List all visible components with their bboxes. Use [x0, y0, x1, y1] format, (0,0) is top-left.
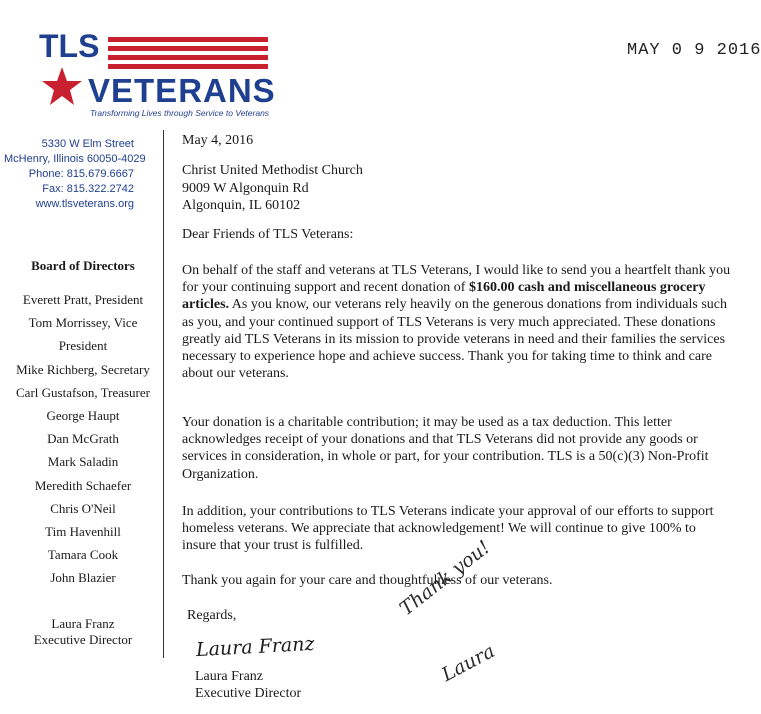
executive-director-name: Laura Franz: [51, 616, 115, 631]
board-member: Everett Pratt, President: [22, 292, 144, 307]
contact-city: McHenry, Illinois 60050-4029: [4, 153, 146, 165]
recipient-line: Christ United Methodist Church: [182, 163, 363, 178]
flag-stripes-graphic: [108, 37, 268, 71]
board-list: [0, 288, 166, 590]
board-member: Tim Havenhill: [45, 524, 121, 540]
board-member: Meredith Schaefer: [34, 477, 132, 493]
contact-website: www.tlsveterans.org: [35, 198, 134, 210]
letter-date: May 4, 2016: [182, 133, 254, 148]
paragraph-thank-you: [182, 262, 732, 382]
logo-tls-text: TLS: [39, 28, 100, 64]
board-member: Tamara Cook: [47, 547, 119, 563]
handwritten-note-signature: Laura: [438, 640, 499, 686]
signer-block: [195, 668, 301, 702]
board-member: Chris O'Neil: [50, 500, 116, 516]
contact-block: [4, 137, 146, 212]
signer-name: Laura Franz: [195, 669, 264, 684]
recipient-line: 9009 W Algonquin Rd: [182, 180, 309, 196]
contact-fax: Fax: 815.322.2742: [42, 183, 134, 195]
board-member: President: [58, 338, 108, 354]
executive-director-block: [0, 616, 166, 648]
board-member: Mark Saladin: [47, 454, 119, 470]
board-member: George Haupt: [46, 408, 120, 424]
contact-phone: Phone: 815.679.6667: [28, 168, 134, 180]
paragraph-text: On behalf of the staff and veterans at TLS Veterans, I would like to send you a heartfelt thank you for your continuing support and recent donation of: [182, 263, 731, 296]
board-member: John Blazier: [50, 570, 116, 586]
signer-title: Executive Director: [195, 686, 302, 701]
logo-tagline: Transforming Lives through Service to Veterans: [90, 108, 270, 118]
board-member: Dan McGrath: [47, 431, 119, 447]
paragraph-closing-thanks: Thank you again for your care and thoughtfulness of our veterans.: [182, 573, 553, 588]
received-date-stamp: MAY 0 9 2016: [627, 41, 761, 60]
handwritten-signature: Laura Franz: [195, 632, 315, 662]
board-member: Carl Gustafson, Treasurer: [16, 384, 150, 400]
executive-director-title: Executive Director: [33, 632, 133, 647]
handwritten-thank-you-note: Thank you!: [395, 536, 495, 621]
contact-street: 5330 W Elm Street: [41, 138, 134, 150]
star-icon: [41, 66, 83, 106]
board-member: Tom Morrissey, Vice: [28, 315, 138, 331]
paragraph-approval: In addition, your contributions to TLS Veterans indicate your approval of our efforts to support homeless veterans. We appreciate that acknowledgement! We will continue to give 100% to insure that your trust is fulfilled.: [182, 504, 714, 554]
paragraph-text: As you know, our veterans rely heavily on the generous donations from individuals such as you, and your continued support of TLS Veterans is very much appreciated. These donations greatly aid TLS Veterans in its mission to provide veterans in need and their families the services necessary to experience hope and achieve success. Thank you for taking time to think and care about our veterans.: [182, 297, 727, 382]
salutation: Dear Friends of TLS Veterans:: [182, 227, 354, 242]
board-member: Mike Richberg, Secretary: [16, 361, 150, 377]
recipient-address: [182, 162, 363, 215]
board-heading: Board of Directors: [31, 258, 135, 273]
paragraph-tax-deduction: Your donation is a charitable contribution; it may be used as a tax deduction. This letter acknowledges receipt of your donations and that TLS Veterans did not provide any goods or services in consideration, in whole or part, for your contribution. TLS is a 50(c)(3) Non-Profit Organization.: [182, 415, 709, 482]
logo-veterans-text: VETERANS: [88, 72, 276, 109]
recipient-line: Algonquin, IL 60102: [182, 198, 301, 213]
closing-regards: Regards,: [187, 608, 237, 623]
donation-amount: $160.00 cash and miscellaneous grocery articles.: [182, 280, 706, 313]
